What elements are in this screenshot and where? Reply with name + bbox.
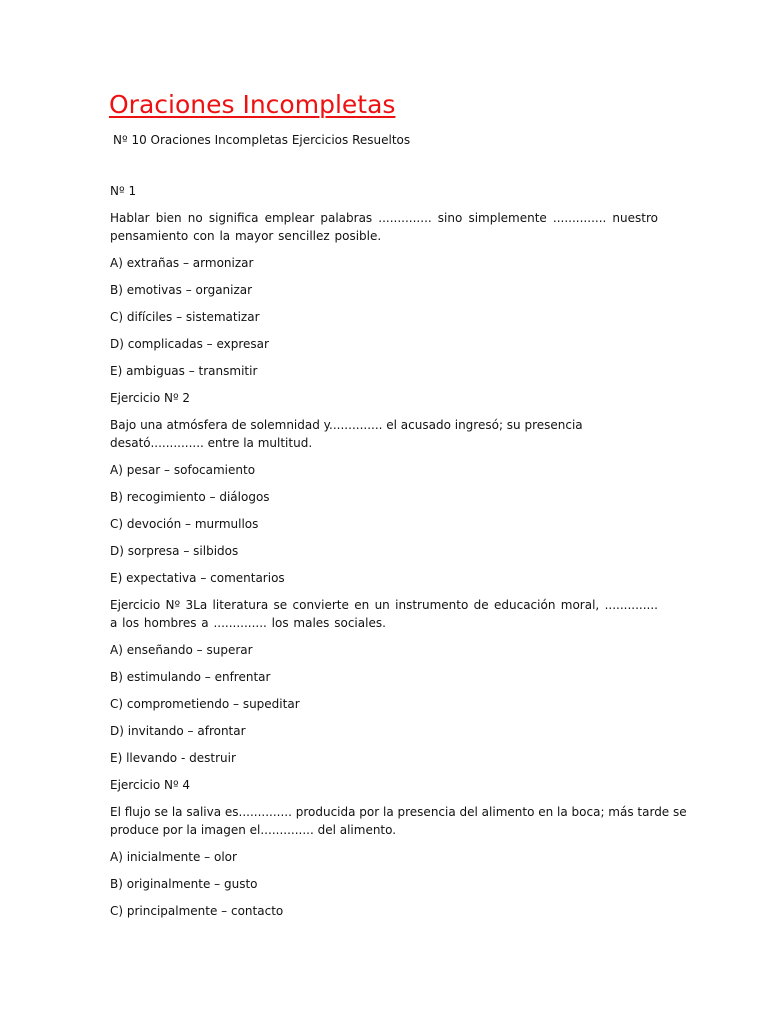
exercise-4-option-b: B) originalmente – gusto [110,877,258,891]
exercise-1-option-e: E) ambiguas – transmitir [110,364,258,378]
exercise-2-option-c: C) devoción – murmullos [110,517,259,531]
exercise-3-option-a: A) enseñando – superar [110,643,253,657]
exercise-2-option-e: E) expectativa – comentarios [110,571,285,585]
exercise-4-question-line-2: produce por la imagen el.............. del alimento. [110,823,397,837]
exercise-1-option-a: A) extrañas – armonizar [110,256,254,270]
exercise-3-question: La literatura se convierte en un instrumento de educación moral, .............. a los hombres a .............. los males sociales. [110,598,658,630]
document-page [109,88,687,920]
exercise-2-question-line-2: desató.............. entre la multitud. [110,436,313,450]
exercise-2-option-b: B) recogimiento – diálogos [110,490,270,504]
exercise-1-option-b: B) emotivas – organizar [110,283,253,297]
exercise-4-heading: Ejercicio Nº 4 [110,778,191,792]
exercise-4-question [110,803,687,839]
exercise-1-question: Hablar bien no significa emplear palabras .............. sino simplemente .............. nuestro pensamiento con la mayor sencillez posible. [110,211,658,243]
document-subtitle: Nº 10 Oraciones Incompletas Ejercicios Resueltos [113,133,411,147]
exercise-2-question-line-1: Bajo una atmósfera de solemnidad y.............. el acusado ingresó; su presencia [110,418,583,432]
exercise-1-heading: Nº 1 [110,184,137,198]
exercise-2-option-a: A) pesar – sofocamiento [110,463,256,477]
document-title: Oraciones Incompletas [109,90,396,119]
exercise-4-option-a: A) inicialmente – olor [110,850,237,864]
exercise-3-block [110,596,658,632]
exercise-1-option-c: C) difíciles – sistematizar [110,310,260,324]
exercise-2-heading: Ejercicio Nº 2 [110,391,191,405]
exercise-3-option-e: E) llevando - destruir [110,751,236,765]
exercise-4-option-c: C) principalmente – contacto [110,904,284,918]
exercise-2-question [110,416,658,452]
exercise-3-heading: Ejercicio Nº 3 [110,598,194,612]
exercise-3-option-b: B) estimulando – enfrentar [110,670,271,684]
exercise-1-option-d: D) complicadas – expresar [110,337,269,351]
exercise-2-option-d: D) sorpresa – silbidos [110,544,239,558]
exercise-3-option-d: D) invitando – afrontar [110,724,246,738]
exercise-4-question-line-1: El flujo se la saliva es.............. producida por la presencia del alimento en la boca; más tarde se [110,805,687,819]
exercise-3-option-c: C) comprometiendo – supeditar [110,697,300,711]
